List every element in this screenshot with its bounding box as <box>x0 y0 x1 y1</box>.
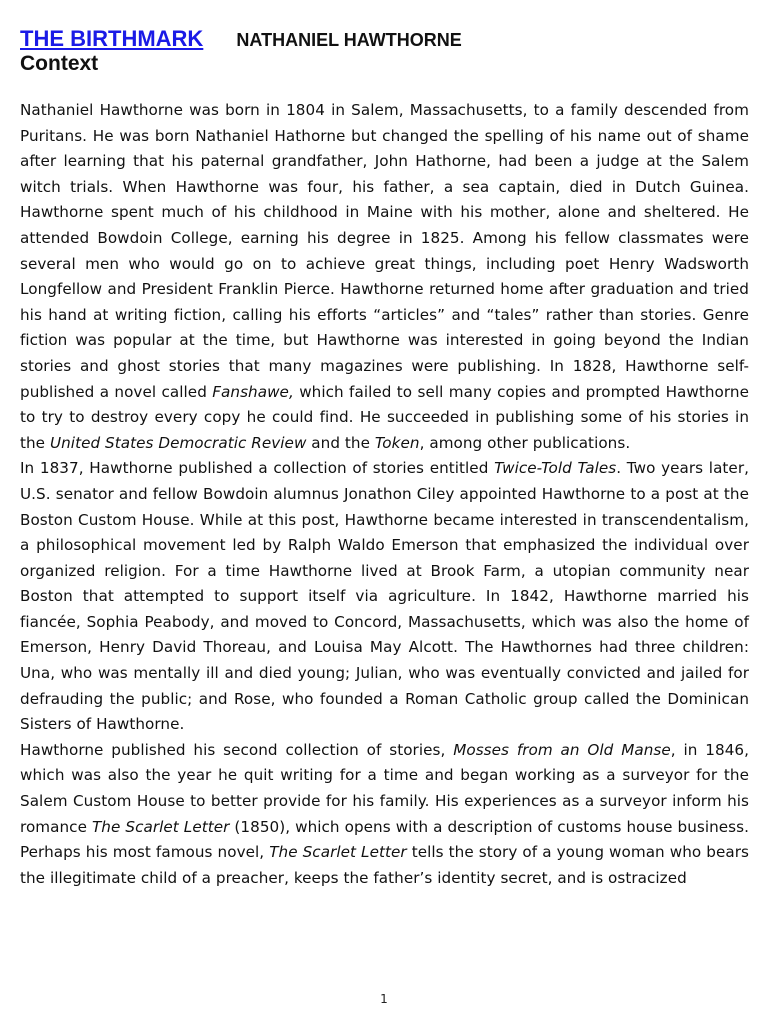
italic-title-text: The Scarlet Letter <box>269 843 407 862</box>
paragraph-text: In 1837, Hawthorne published a collection of stories entitled <box>20 459 495 478</box>
paragraph <box>20 738 749 892</box>
paragraph-text: Nathaniel Hawthorne was born in 1804 in Salem, Massachusetts, to a family descended from Puritans. He was born Nathaniel Hathorne but changed the spelling of his name out of shame after learning that his paternal grandfather, John Hathorne, had been a judge at the Salem witch trials. When Hawthorne was four, his father, a sea captain, died in Dutch Guinea. Hawthorne spent much of his childhood in Maine with his mother, alone and sheltered. He attended Bowdoin College, earning his degree in 1825. Among his fellow classmates were several men who would go on to achieve great things, including poet Henry Wadsworth Longfellow and President Franklin Pierce. Hawthorne returned home after graduation and tried his hand at writing fiction, calling his efforts “articles” and “tales” rather than stories. Genre fiction was popular at the time, but Hawthorne was interested in going beyond the Indian stories and ghost stories that many magazines were publishing. In 1828, Hawthorne self-published a novel called <box>20 101 749 401</box>
italic-title-text: Twice-Told Tales <box>494 459 617 478</box>
italic-title-text: Mosses from an Old Manse <box>453 740 671 759</box>
paragraph-text: Hawthorne published his second collection of stories, <box>20 740 454 759</box>
paragraph-text: which failed to sell many copies and prompted Hawthorne to try to destroy every copy he could find. He succeeded in publishing some of his stories in the <box>20 382 749 452</box>
section-heading: Context <box>20 52 99 75</box>
document-page <box>20 26 749 891</box>
paragraph-text: and the <box>306 433 375 452</box>
paragraph-text: . Two years later, U.S. senator and fellow Bowdoin alumnus Jonathon Ciley appointed Hawthorne to a post at the Boston Custom House. While at this post, Hawthorne became interested in transcendentalism, a philosophical movement led by Ralph Waldo Emerson that emphasized the individual over organized religion. For a time Hawthorne lived at Brook Farm, a utopian community near Boston that attempted to support itself via agriculture. In 1842, Hawthorne married his fiancée, Sophia Peabody, and moved to Concord, Massachusetts, which was also the home of Emerson, Henry David Thoreau, and Louisa May Alcott. The Hawthornes had three children: Una, who was mentally ill and died young; Julian, who was eventually convicted and jailed for defrauding the public; and Rose, who founded a Roman Catholic group called the Dominican Sisters of Hawthorne. <box>20 459 749 734</box>
italic-title-text: Fanshawe, <box>212 382 294 401</box>
body-text <box>20 98 749 891</box>
paragraph-text: , among other publications. <box>419 433 631 452</box>
title-row <box>20 26 749 52</box>
story-title-link[interactable]: THE BIRTHMARK <box>20 26 204 51</box>
paragraph-text: , in 1846, which was also the year he quit writing for a time and began working as a surveyor for the Salem Custom House to better provide for his family. His experiences as a surveyor inform his romance <box>20 740 749 836</box>
italic-title-text: The Scarlet Letter <box>91 817 230 836</box>
paragraph-text: tells the story of a young woman who bears the illegitimate child of a preacher, keeps the father’s identity secret, and is ostracized <box>20 843 749 887</box>
paragraph-text: (1850), which opens with a description of customs house business. Perhaps his most famous novel, <box>20 817 749 862</box>
paragraph <box>20 456 749 738</box>
paragraph <box>20 98 749 456</box>
author-name: NATHANIEL HAWTHORNE <box>236 30 462 50</box>
italic-title-text: United States Democratic Review <box>49 433 307 452</box>
page-number: 1 <box>380 992 388 1006</box>
italic-title-text: Token <box>374 433 420 452</box>
